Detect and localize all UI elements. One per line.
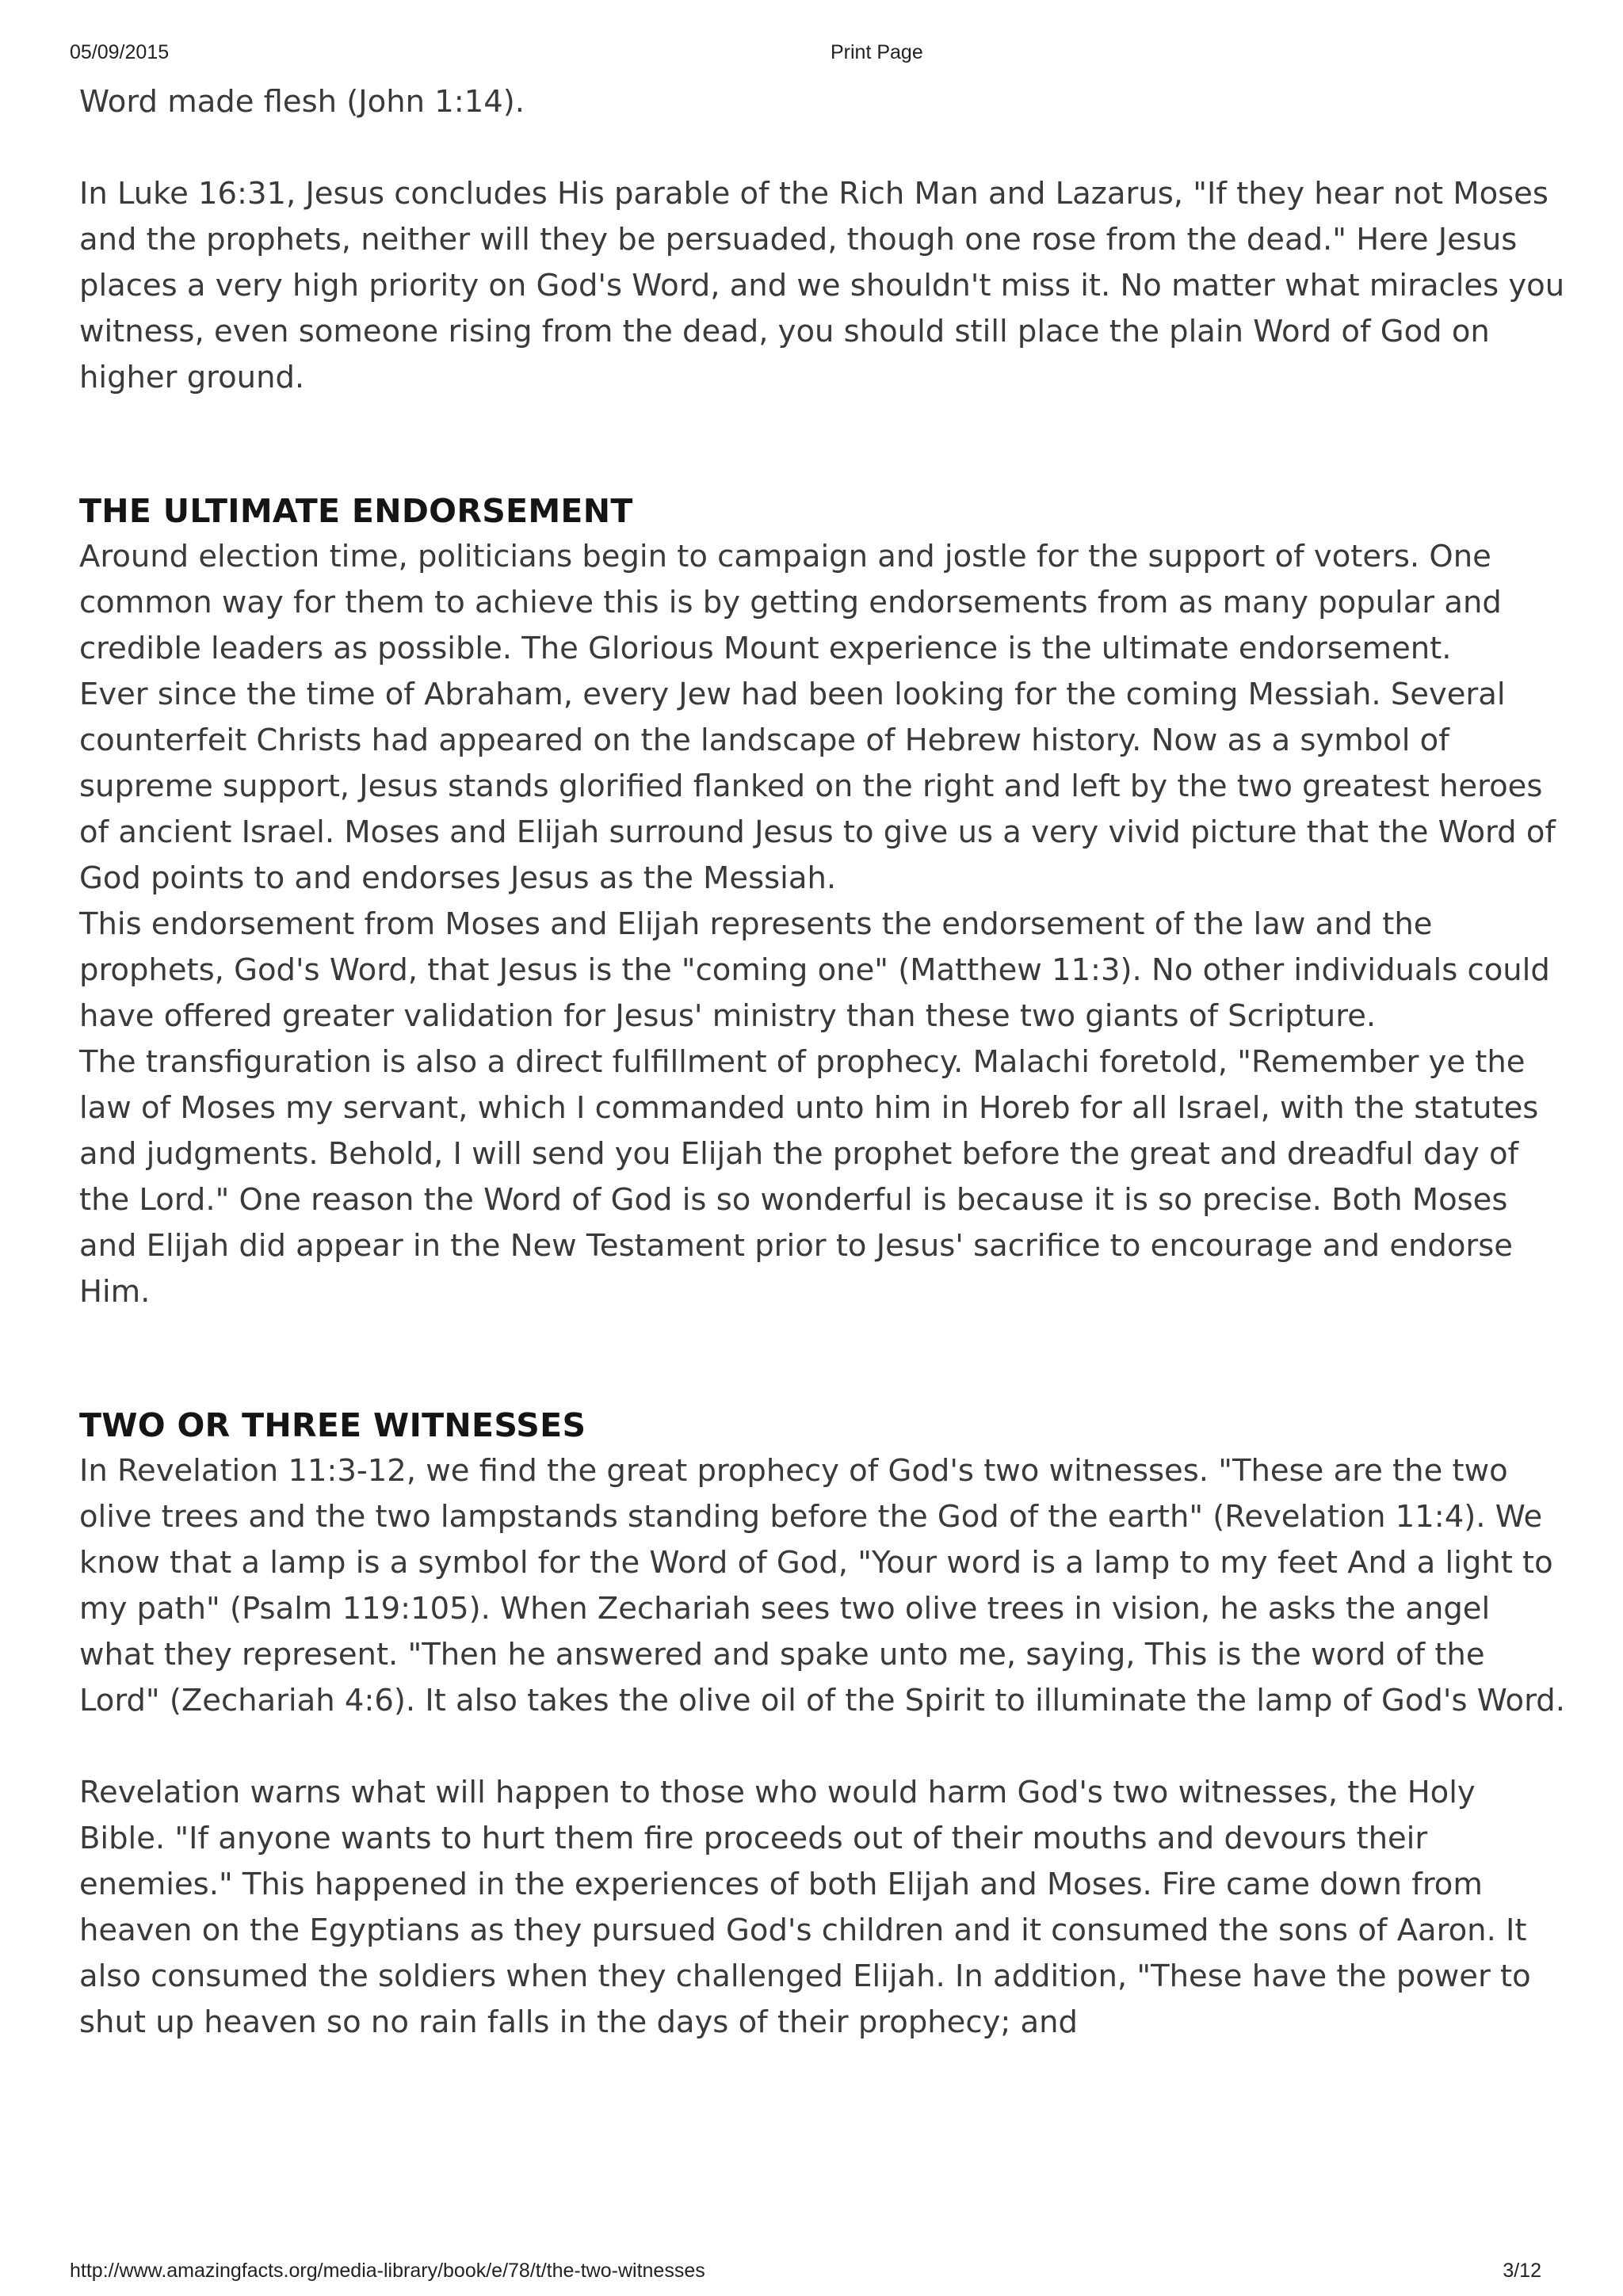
paragraph-spacer — [79, 1724, 1569, 1770]
paragraph-moses-elijah: This endorsement from Moses and Elijah represents the endorsement of the law and the prophets, God's Word, that Jesus is the "coming one" (Matthew 11:3). No other individuals could have offered greater validation for Jesus' ministry than these two giants of Scripture. — [79, 906, 1550, 1034]
print-date: 05/09/2015 — [70, 41, 170, 63]
section-spacer — [79, 1315, 1569, 1402]
paragraph-revelation: In Revelation 11:3-12, we find the great prophecy of God's two witnesses. "These are the two olive trees and the two lampstands standing before the God of the earth" (Revelation 11:4). We know that a lamp is a symbol for the Word of God, "Your word is a lamp to my feet And a light to my path" (Psalm 119:105). When Zechariah sees two olive trees in vision, he asks the angel what they represent. "Then he answered and spake unto me, saying, This is the word of the Lord" (Zechariah 4:6). It also takes the olive oil of the Spirit to illuminate the lamp of God's Word. — [79, 1453, 1565, 1718]
print-title: Print Page — [831, 41, 923, 63]
print-header — [70, 41, 1553, 67]
article-body — [79, 79, 1569, 2046]
heading-two-or-three-witnesses: TWO OR THREE WITNESSES — [79, 1406, 586, 1444]
print-footer — [70, 2260, 1553, 2285]
paragraph-warns: Revelation warns what will happen to those who would harm God's two witnesses, the Holy Bible. "If anyone wants to hurt them fire proceeds out of their mouths and devours their enemies." This happened in the experiences of both Elijah and Moses. Fire came down from heaven on the Egyptians as they pursued God's children and it consumed the sons of Aaron. It also consumed the soldiers when they challenged Elijah. In addition, "These have the power to shut up heaven so no rain falls in the days of their prophecy; and — [79, 1775, 1531, 2040]
paragraph-transfiguration: The transfiguration is also a direct fulfillment of prophecy. Malachi foretold, "Remember ye the law of Moses my servant, which I commanded unto him in Horeb for all Israel, with the statutes and judgments. Behold, I will send you Elijah the prophet before the great and dreadful day of the Lord." One reason the Word of God is so wonderful is because it is so precise. Both Moses and Elijah did appear in the New Testament prior to Jesus' sacrifice to encourage and endorse Him. — [79, 1044, 1539, 1310]
heading-ultimate-endorsement: THE ULTIMATE ENDORSEMENT — [79, 492, 633, 530]
page-url: http://www.amazingfacts.org/media-library/book/e/78/t/the-two-witnesses — [70, 2260, 705, 2282]
paragraph-intro: Word made flesh (John 1:14). — [79, 84, 525, 120]
paragraph-abraham: Ever since the time of Abraham, every Jew had been looking for the coming Messiah. Several counterfeit Christs had appeared on the landscape of Hebrew history. Now as a symbol of supreme support, Jesus stands glorified flanked on the right and left by the two greatest heroes of ancient Israel. Moses and Elijah surround Jesus to give us a very vivid picture that the Word of God points to and endorses Jesus as the Messiah. — [79, 677, 1556, 896]
paragraph-spacer — [79, 125, 1569, 171]
section-spacer — [79, 401, 1569, 488]
page-number: 3/12 — [1503, 2260, 1541, 2282]
paragraph-luke: In Luke 16:31, Jesus concludes His parable of the Rich Man and Lazarus, "If they hear not Moses and the prophets, neither will they be persuaded, though one rose from the dead." Here Jesus places a very high priority on God's Word, and we shouldn't miss it. No matter what miracles you witness, even someone rising from the dead, you should still place the plain Word of God on higher ground. — [79, 176, 1565, 395]
paragraph-election: Around election time, politicians begin to campaign and jostle for the support of voters. One common way for them to achieve this is by getting endorsements from as many popular and credible leaders as possible. The Glorious Mount experience is the ultimate endorsement. — [79, 539, 1502, 666]
